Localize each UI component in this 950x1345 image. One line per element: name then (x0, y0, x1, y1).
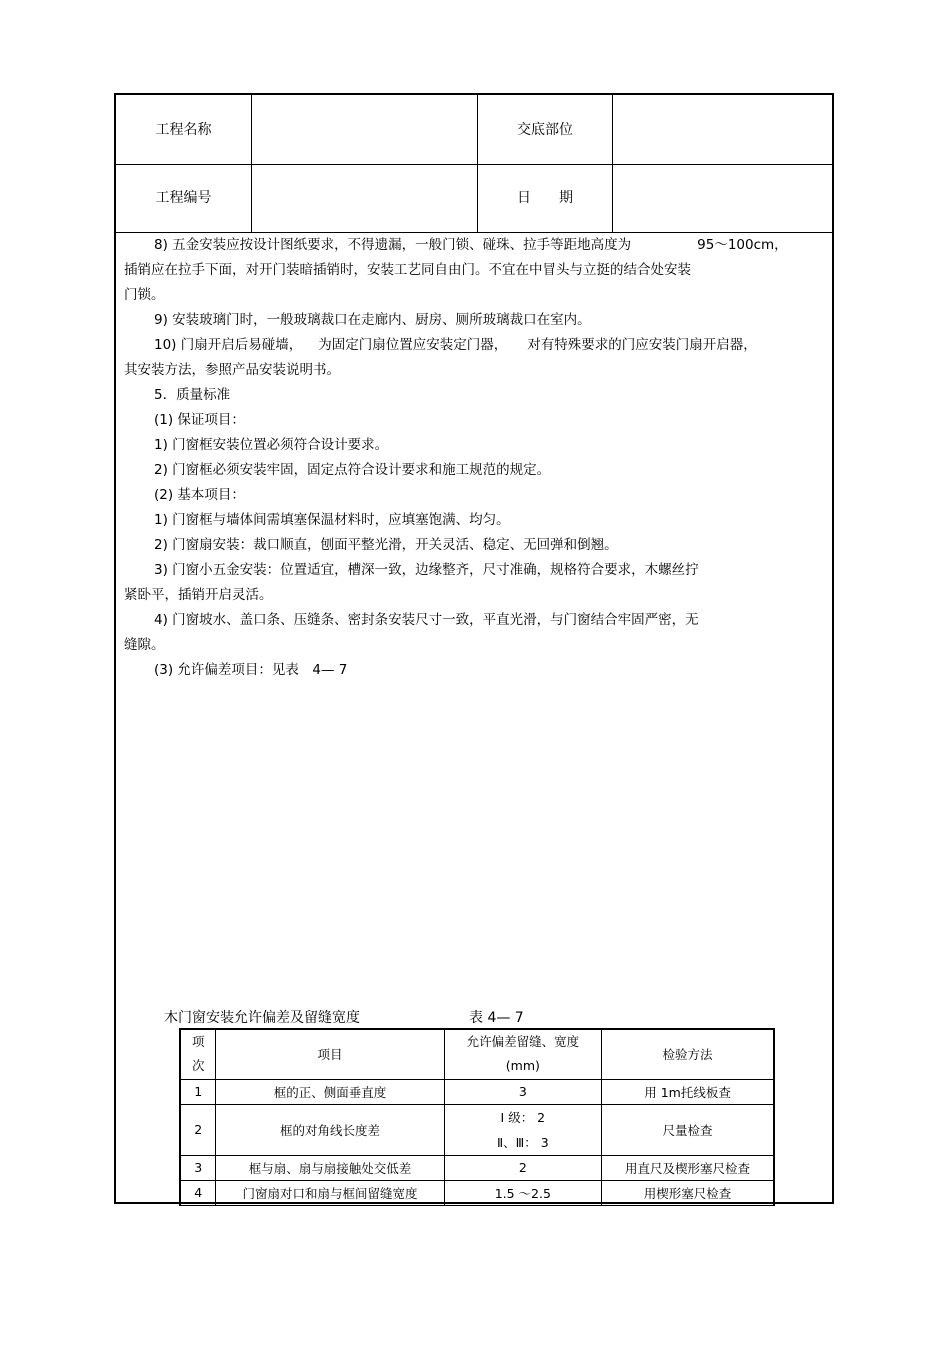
paragraph: 其安装方法，参照产品安装说明书。 (124, 362, 340, 378)
subsection-heading: (1) 保证项目： (154, 412, 245, 428)
text-line: 10) 门扇开启后易碰墙， (154, 337, 303, 353)
cell-method: 用楔形塞尺检查 (602, 1180, 774, 1205)
subsection-heading: (3) 允许偏差项目：见表 4— 7 (154, 662, 348, 678)
date-label: 日 期 (517, 190, 573, 206)
header-divider (251, 95, 252, 233)
project-no-label: 工程编号 (155, 190, 212, 206)
cell-tolerance: 3 (444, 1079, 602, 1104)
cell-method: 用直尺及楔形塞尺检查 (602, 1155, 774, 1180)
cell-tolerance: 1.5 ～2.5 (444, 1180, 602, 1205)
cell-method: 用 1m托线板查 (602, 1079, 774, 1104)
paragraph: 紧卧平，插销开启灵活。 (124, 587, 273, 603)
paragraph: 门锁。 (124, 287, 165, 303)
paragraph (124, 233, 824, 258)
cell-item: 框的对角线长度差 (216, 1104, 444, 1155)
header-cell-tolerance: 允许偏差留缝、宽度 (mm) (444, 1029, 602, 1079)
section-heading: 5．质量标准 (154, 387, 231, 403)
paragraph: 4) 门窗坡水、盖口条、压缝条、密封条安装尺寸一致，平直光滑，与门窗结合牢固严密，无 (154, 612, 699, 628)
table-caption: 木门窗安装允许偏差及留缝宽度 (164, 1010, 360, 1026)
cell-tolerance: Ⅰ 级： 2 Ⅱ、Ⅲ： 3 (444, 1104, 602, 1155)
document-frame (114, 93, 834, 1204)
text-line: 95～100cm， (697, 237, 788, 253)
cell-no: 3 (180, 1155, 216, 1180)
table-header-row (180, 1029, 774, 1079)
paragraph: 2) 门窗扇安装：裁口顺直，刨面平整光滑，开关灵活、稳定、无回弹和倒翘。 (154, 537, 618, 553)
paragraph: 9) 安装玻璃门时，一般玻璃裁口在走廊内、厨房、厕所玻璃裁口在室内。 (154, 312, 591, 328)
paragraph: 缝隙。 (124, 637, 165, 653)
paragraph: 1) 门窗框与墙体间需填塞保温材料时，应填塞饱满、均匀。 (154, 512, 510, 528)
header-cell-no: 项 次 (180, 1029, 216, 1079)
table-number: 表 4— 7 (469, 1010, 524, 1026)
table-row (180, 1104, 774, 1155)
cell-tolerance: 2 (444, 1155, 602, 1180)
paragraph: 3) 门窗小五金安装：位置适宜，槽深一致，边缘整齐，尺寸准确，规格符合要求，木螺丝拧 (154, 562, 699, 578)
text-line: 为固定门扇位置应安装定门器， (318, 337, 508, 353)
cell-item: 框的正、侧面垂直度 (216, 1079, 444, 1104)
cell-no: 1 (180, 1079, 216, 1104)
table-row (180, 1155, 774, 1180)
cell-method: 尺量检查 (602, 1104, 774, 1155)
header-cell-method: 检验方法 (602, 1029, 774, 1079)
text-line: 8) 五金安装应按设计图纸要求，不得遗漏，一般门锁、碰珠、拉手等距地高度为 (154, 237, 632, 253)
header-cell-item: 项目 (216, 1029, 444, 1079)
paragraph (124, 333, 824, 358)
header-divider (612, 95, 613, 233)
cell-no: 4 (180, 1180, 216, 1205)
body-text (124, 233, 824, 683)
paragraph: 2) 门窗框必须安装牢固，固定点符合设计要求和施工规范的规定。 (154, 462, 551, 478)
deviation-table (179, 1028, 775, 1206)
table-row (180, 1079, 774, 1104)
text-line: 对有特殊要求的门应安装门扇开启器， (527, 337, 757, 353)
paragraph: 1) 门窗框安装位置必须符合设计要求。 (154, 437, 389, 453)
cell-item: 门窗扇对口和扇与框间留缝宽度 (216, 1180, 444, 1205)
cell-no: 2 (180, 1104, 216, 1155)
location-label: 交底部位 (517, 122, 573, 138)
table-row (180, 1180, 774, 1205)
project-name-label: 工程名称 (155, 122, 212, 138)
paragraph: 插销应在拉手下面，对开门装暗插销时，安装工艺同自由门。不宜在中冒头与立挺的结合处安装 (124, 262, 691, 278)
header-divider (477, 95, 478, 233)
cell-item: 框与扇、扇与扇接触处交低差 (216, 1155, 444, 1180)
subsection-heading: (2) 基本项目： (154, 487, 245, 503)
